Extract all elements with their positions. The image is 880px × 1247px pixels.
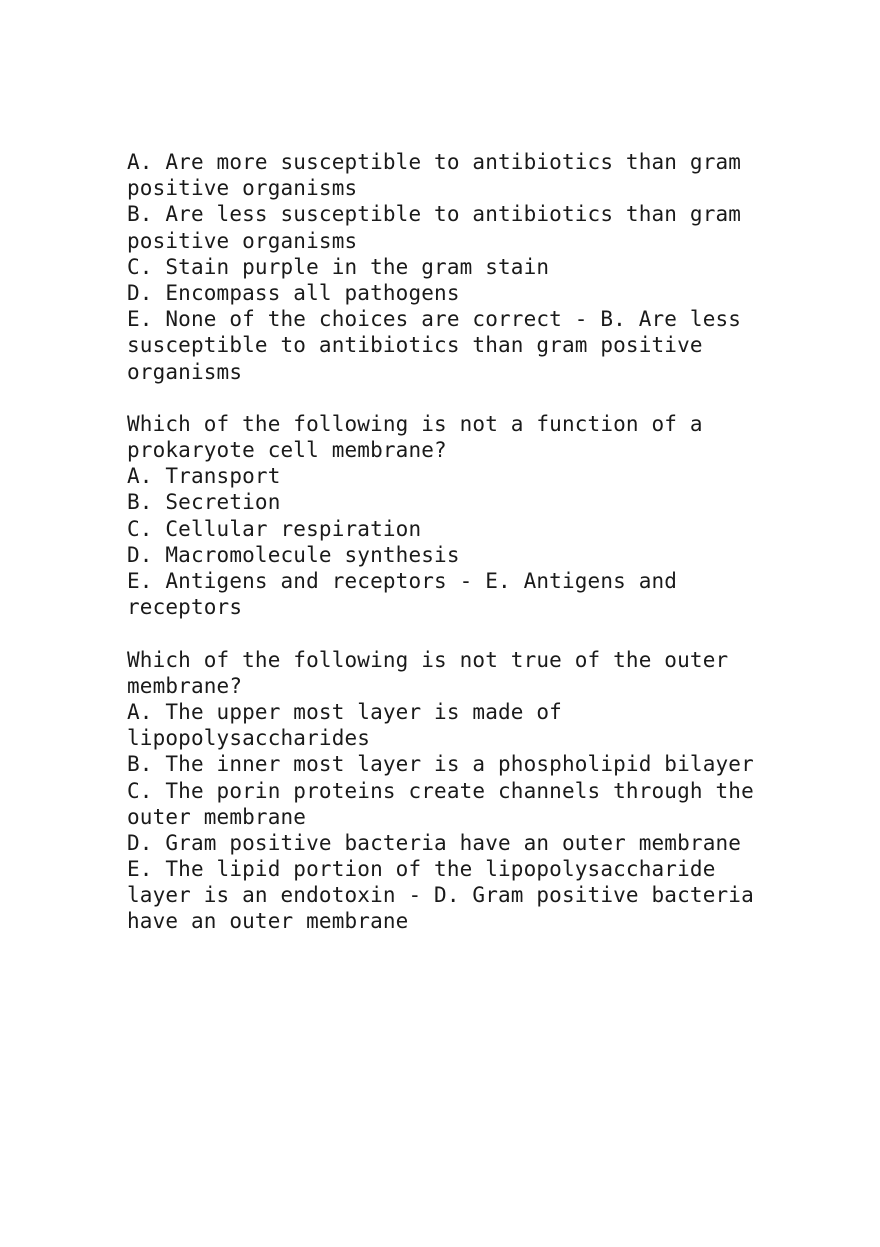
- text-line: positive organisms: [127, 176, 358, 201]
- text-line: lipopolysaccharides: [127, 726, 371, 751]
- question-text-line: Which of the following is not true of the outer: [127, 647, 729, 672]
- text-line: layer is an endotoxin - D. Gram positive bacteria: [127, 883, 754, 908]
- question-text-line: prokaryote cell membrane?: [127, 438, 447, 463]
- question-text-line: membrane?: [127, 673, 243, 698]
- text-line: have an outer membrane: [127, 909, 409, 934]
- text-line: B. Secretion: [127, 490, 281, 515]
- text-line: positive organisms: [127, 228, 358, 253]
- text-line: C. The porin proteins create channels through the: [127, 778, 754, 803]
- text-line: E. None of the choices are correct - B. Are less: [127, 307, 742, 332]
- document-page: [127, 149, 847, 961]
- text-line: receptors: [127, 595, 243, 620]
- text-line: B. The inner most layer is a phospholipid bilayer: [127, 752, 754, 777]
- text-line: C. Cellular respiration: [127, 516, 422, 541]
- question-block-3: [127, 647, 847, 935]
- text-line: E. Antigens and receptors - E. Antigens and: [127, 569, 678, 593]
- text-line: organisms: [127, 359, 243, 384]
- text-line: D. Macromolecule synthesis: [127, 542, 460, 567]
- text-line: outer membrane: [127, 804, 307, 829]
- text-line: D. Gram positive bacteria have an outer membrane: [127, 830, 742, 855]
- text-line: D. Encompass all pathogens: [127, 280, 460, 305]
- text-line: A. Transport: [127, 464, 281, 489]
- text-line: B. Are less susceptible to antibiotics than gram: [127, 202, 742, 227]
- text-line: E. The lipid portion of the lipopolysaccharide: [127, 857, 716, 882]
- question-block-2: [127, 411, 847, 621]
- question-text-line: Which of the following is not a function of a: [127, 411, 703, 436]
- question-block-1: [127, 149, 847, 385]
- text-line: susceptible to antibiotics than gram positive: [127, 333, 703, 358]
- text-line: A. The upper most layer is made of: [127, 699, 562, 724]
- text-line: A. Are more susceptible to antibiotics than gram: [127, 150, 742, 174]
- text-line: C. Stain purple in the gram stain: [127, 254, 550, 279]
